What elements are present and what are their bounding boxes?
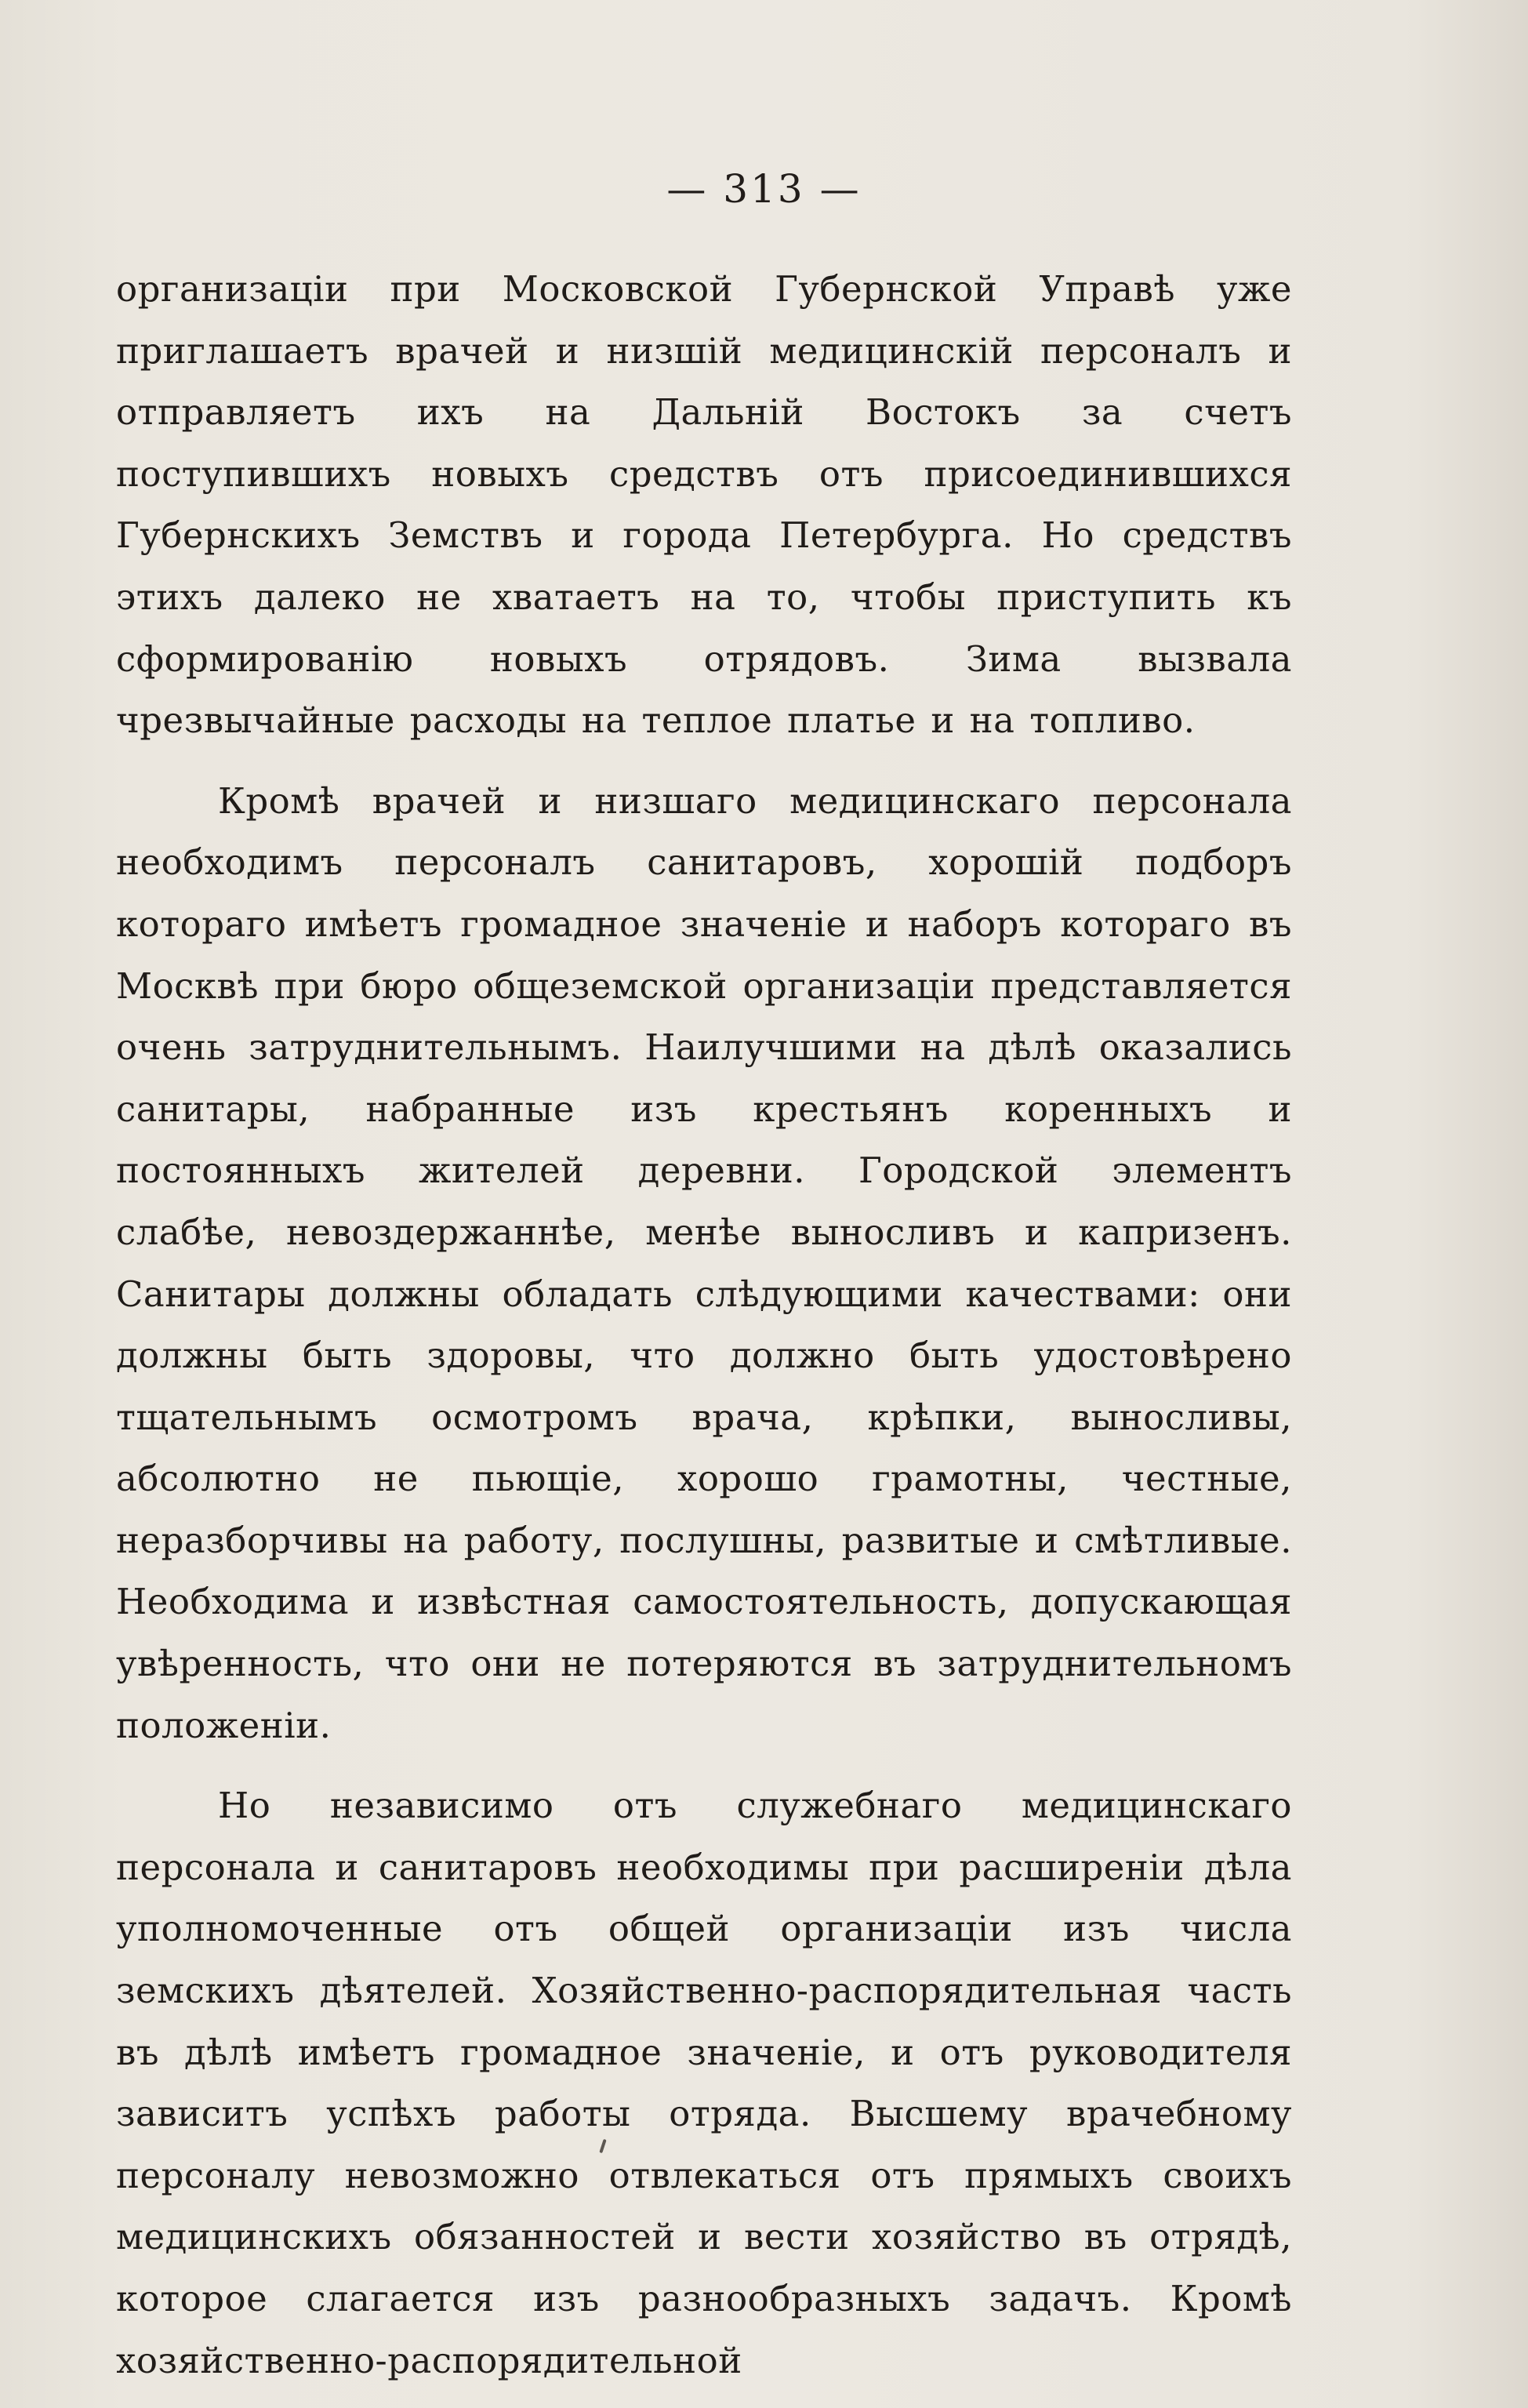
body-text	[116, 259, 1292, 2392]
paragraph-sanitary-staff: Кромѣ врачей и низшаго медицинскаго персонала необходимъ персоналъ санитаровъ, хорошій подборъ котораго имѣетъ громадное значеніе и наборъ котораго въ Москвѣ при бюро общеземской организаціи представляется очень затруднительнымъ. Наилучшими на дѣлѣ оказались санитары, набранные изъ крестьянъ коренныхъ и постоянныхъ жителей деревни. Городской элементъ слабѣе, невоздержаннѣе, менѣе выносливъ и капризенъ. Санитары должны обладать слѣдующими качествами: они должны быть здоровы, что должно быть удостовѣрено тщательнымъ осмотромъ врача, крѣпки, выносливы, абсолютно не пьющіе, хорошо грамотны, честные, неразборчивы на работу, послушны, развитые и смѣтливые. Необходима и извѣстная самостоятельность, допускающая увѣренность, что они не потеряются въ затруднительномъ положеніи.	[116, 779, 1292, 1746]
page-number: — 313 —	[666, 166, 862, 212]
paragraph-continuation: организаціи при Московской Губернской Управѣ уже приглашаетъ врачей и низшій медицинскій персоналъ и отправляетъ ихъ на Дальній Востокъ за счетъ поступившихъ новыхъ средствъ отъ присоединившихся Губернскихъ Земствъ и города Петербурга. Но средствъ этихъ далеко не хватаетъ на то, чтобы приступить къ сформированію новыхъ отрядовъ. Зима вызвала чрезвычайные расходы на теплое платье и на топливо.	[116, 268, 1292, 742]
paragraph-management: Но независимо отъ служебнаго медицинскаго персонала и санитаровъ необходимы при расширеніи дѣла уполномоченные отъ общей организаціи изъ числа земскихъ дѣятелей. Хозяйственно-распорядительная часть въ дѣлѣ имѣетъ громадное значеніе, и отъ руководителя зависитъ успѣхъ работы отряда. Высшему врачебному персоналу невозможно отвлекаться отъ прямыхъ своихъ медицинскихъ обязанностей и вести хозяйство въ отрядѣ, которое слагается изъ разнообразныхъ задачъ. Кромѣ хозяйственно-распорядительной	[116, 1785, 1292, 2381]
